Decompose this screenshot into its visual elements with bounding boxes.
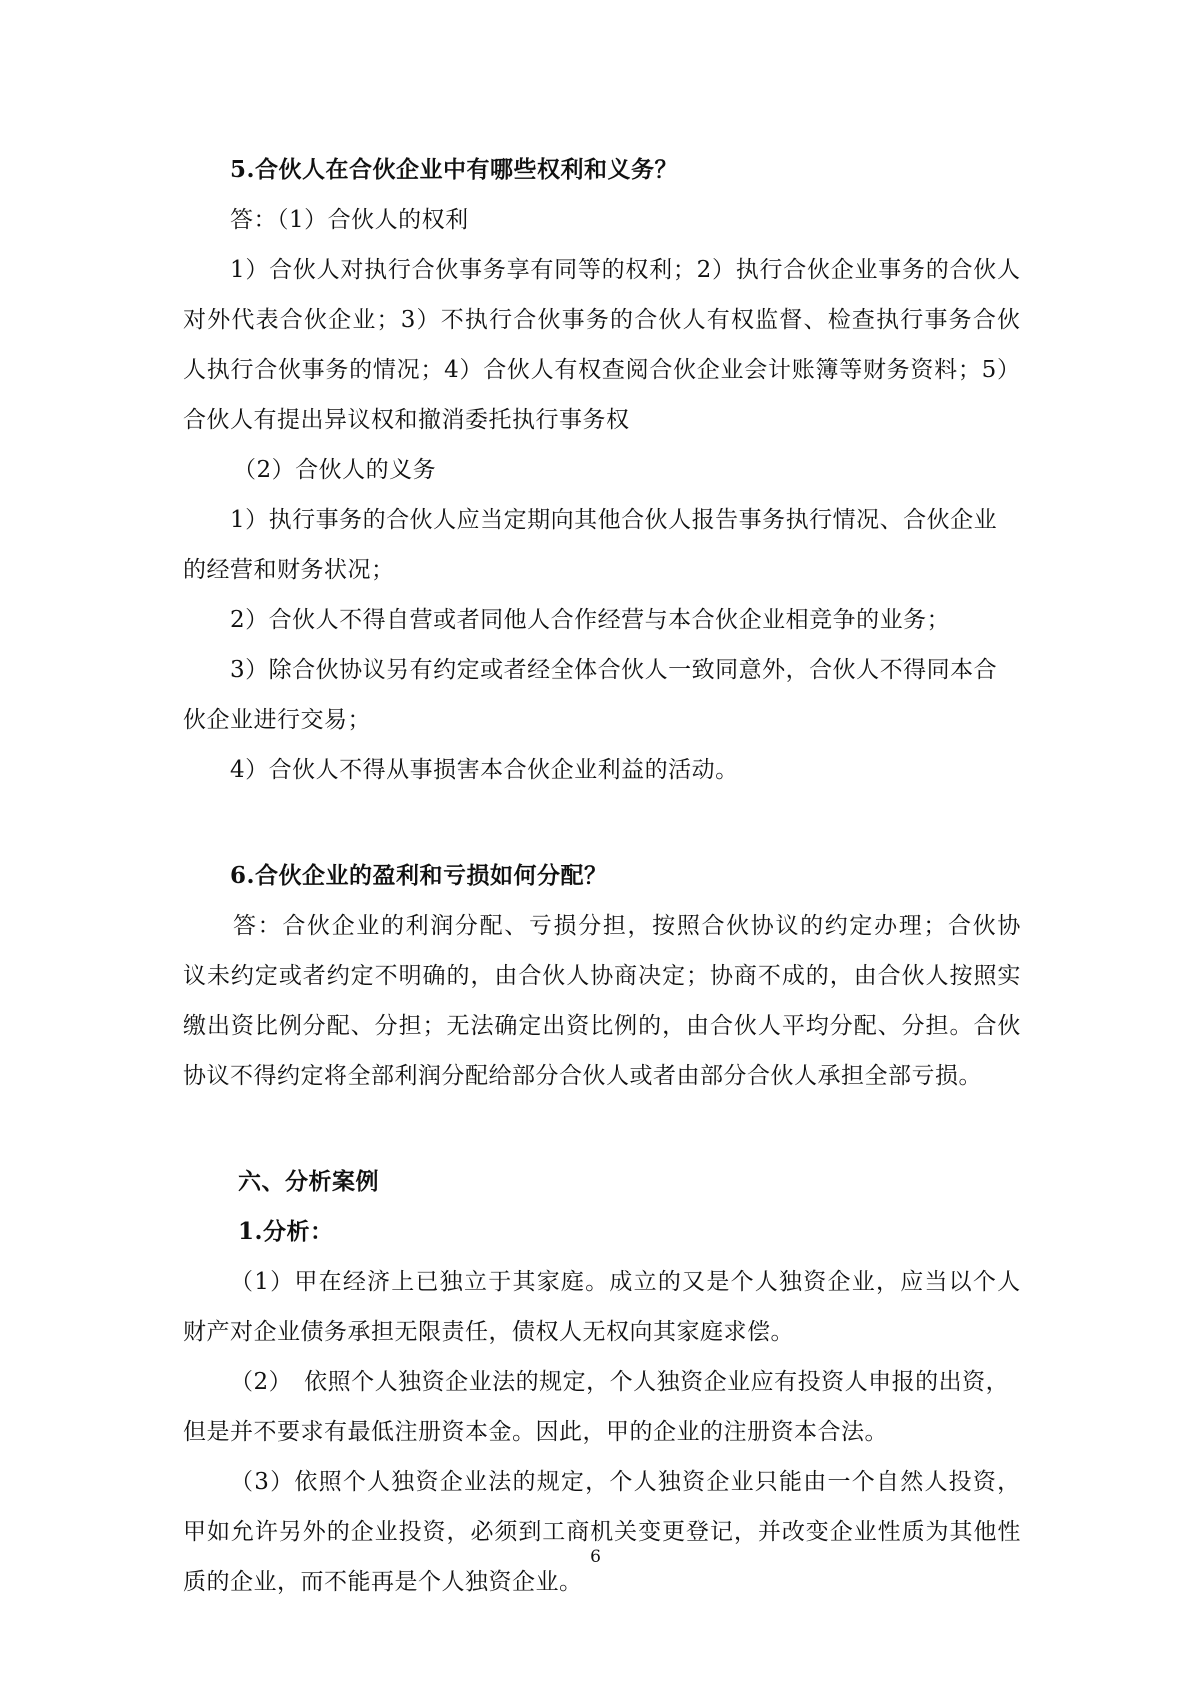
section-gap [183, 1101, 1021, 1157]
analysis-2-line: （2） 依照个人独资企业法的规定，个人独资企业应有投资人申报的出资， [230, 1369, 1010, 1395]
answer-6-line: 协议不得约定将全部利润分配给部分合伙人或者由部分合伙人承担全部亏损。 [183, 1063, 982, 1089]
question-5-title: 5.合伙人在合伙企业中有哪些权利和义务？ [230, 156, 679, 183]
duty-4: 4）合伙人不得从事损害本合伙企业利益的活动。 [230, 757, 739, 783]
duty-2: 2）合伙人不得自营或者同他人合作经营与本合伙企业相竞争的业务； [230, 607, 951, 633]
duty-3-line: 伙企业进行交易； [183, 707, 371, 733]
rights-line: 人 执 行 合 伙 事 务 的 情 况 ； 4 ） 合 伙 人 有 权 查 阅 合 伙 企 业 会 计 账 簿 等 财 务 资 料 ； 5 ） [183, 357, 1021, 383]
rights-line: 对 外 代 表 合 伙 企 业 ； 3 ） 不 执 行 合 伙 事 务 的 合 伙 人 有 权 监 督 、 检 查 执 行 事 务 合 伙 [183, 307, 1021, 333]
duty-1-line: 的经营和财务状况； [183, 557, 395, 583]
rights-line: 1 ） 合 伙 人 对 执 行 合 伙 事 务 享 有 同 等 的 权 利 ； 2 ） 执 行 合 伙 企 业 事 务 的 合 伙 人 [230, 257, 1021, 283]
answer-5-intro: 答：（1）合伙人的权利 [230, 207, 469, 233]
analysis-3-line: 甲 如 允 许 另 外 的 企 业 投 资 ， 必 须 到 工 商 机 关 变 更 登 记 ， 并 改 变 企 业 性 质 为 其 他 性 [183, 1519, 1021, 1545]
page-content [183, 145, 1021, 1607]
analysis-3-line: （ 3 ） 依 照 个 人 独 资 企 业 法 的 规 定 ， 个 人 独 资 企 业 只 能 由 一 个 自 然 人 投 资 ， [230, 1469, 1021, 1495]
duty-3-line: 3）除合伙协议另有约定或者经全体合伙人一致同意外，合伙人不得同本合 [230, 657, 998, 683]
section-heading: 六、分析案例 [238, 1168, 379, 1195]
question-6-title: 6.合伙企业的盈利和亏损如何分配？ [230, 862, 608, 889]
duty-1-line: 1）执行事务的合伙人应当定期向其他合伙人报告事务执行情况、合伙企业 [230, 507, 998, 533]
answer-6-line: 缴 出 资 比 例 分 配 、 分 担 ； 无 法 确 定 出 资 比 例 的 ， 由 合 伙 人 平 均 分 配 、 分 担 。 合 伙 [183, 1013, 1021, 1039]
section-sub-heading: 1.分析： [238, 1218, 334, 1245]
answer-6-line: 议 未 约 定 或 者 约 定 不 明 确 的 ， 由 合 伙 人 协 商 决 定 ； 协 商 不 成 的 ， 由 合 伙 人 按 照 实 [183, 963, 1021, 989]
analysis-3-line: 质的企业，而不能再是个人独资企业。 [183, 1569, 583, 1595]
analysis-2-line: 但是并不要求有最低注册资本金。因此，甲的企业的注册资本合法。 [183, 1419, 888, 1445]
page-number: 6 [590, 1547, 601, 1567]
rights-line: 合伙人有提出异议权和撤消委托执行事务权 [183, 407, 630, 433]
analysis-1-line: （ 1 ） 甲 在 经 济 上 已 独 立 于 其 家 庭 。 成 立 的 又 是 个 人 独 资 企 业 ， 应 当 以 个 人 [230, 1269, 1021, 1295]
section-gap [183, 795, 1021, 851]
answer-6-line: 答 ： 合 伙 企 业 的 利 润 分 配 、 亏 损 分 担 ， 按 照 合 伙 协 议 的 约 定 办 理 ； 合 伙 协 [233, 913, 1021, 939]
analysis-1-line: 财产对企业债务承担无限责任，债权人无权向其家庭求偿。 [183, 1319, 794, 1345]
duties-heading: （2）合伙人的义务 [233, 457, 437, 483]
